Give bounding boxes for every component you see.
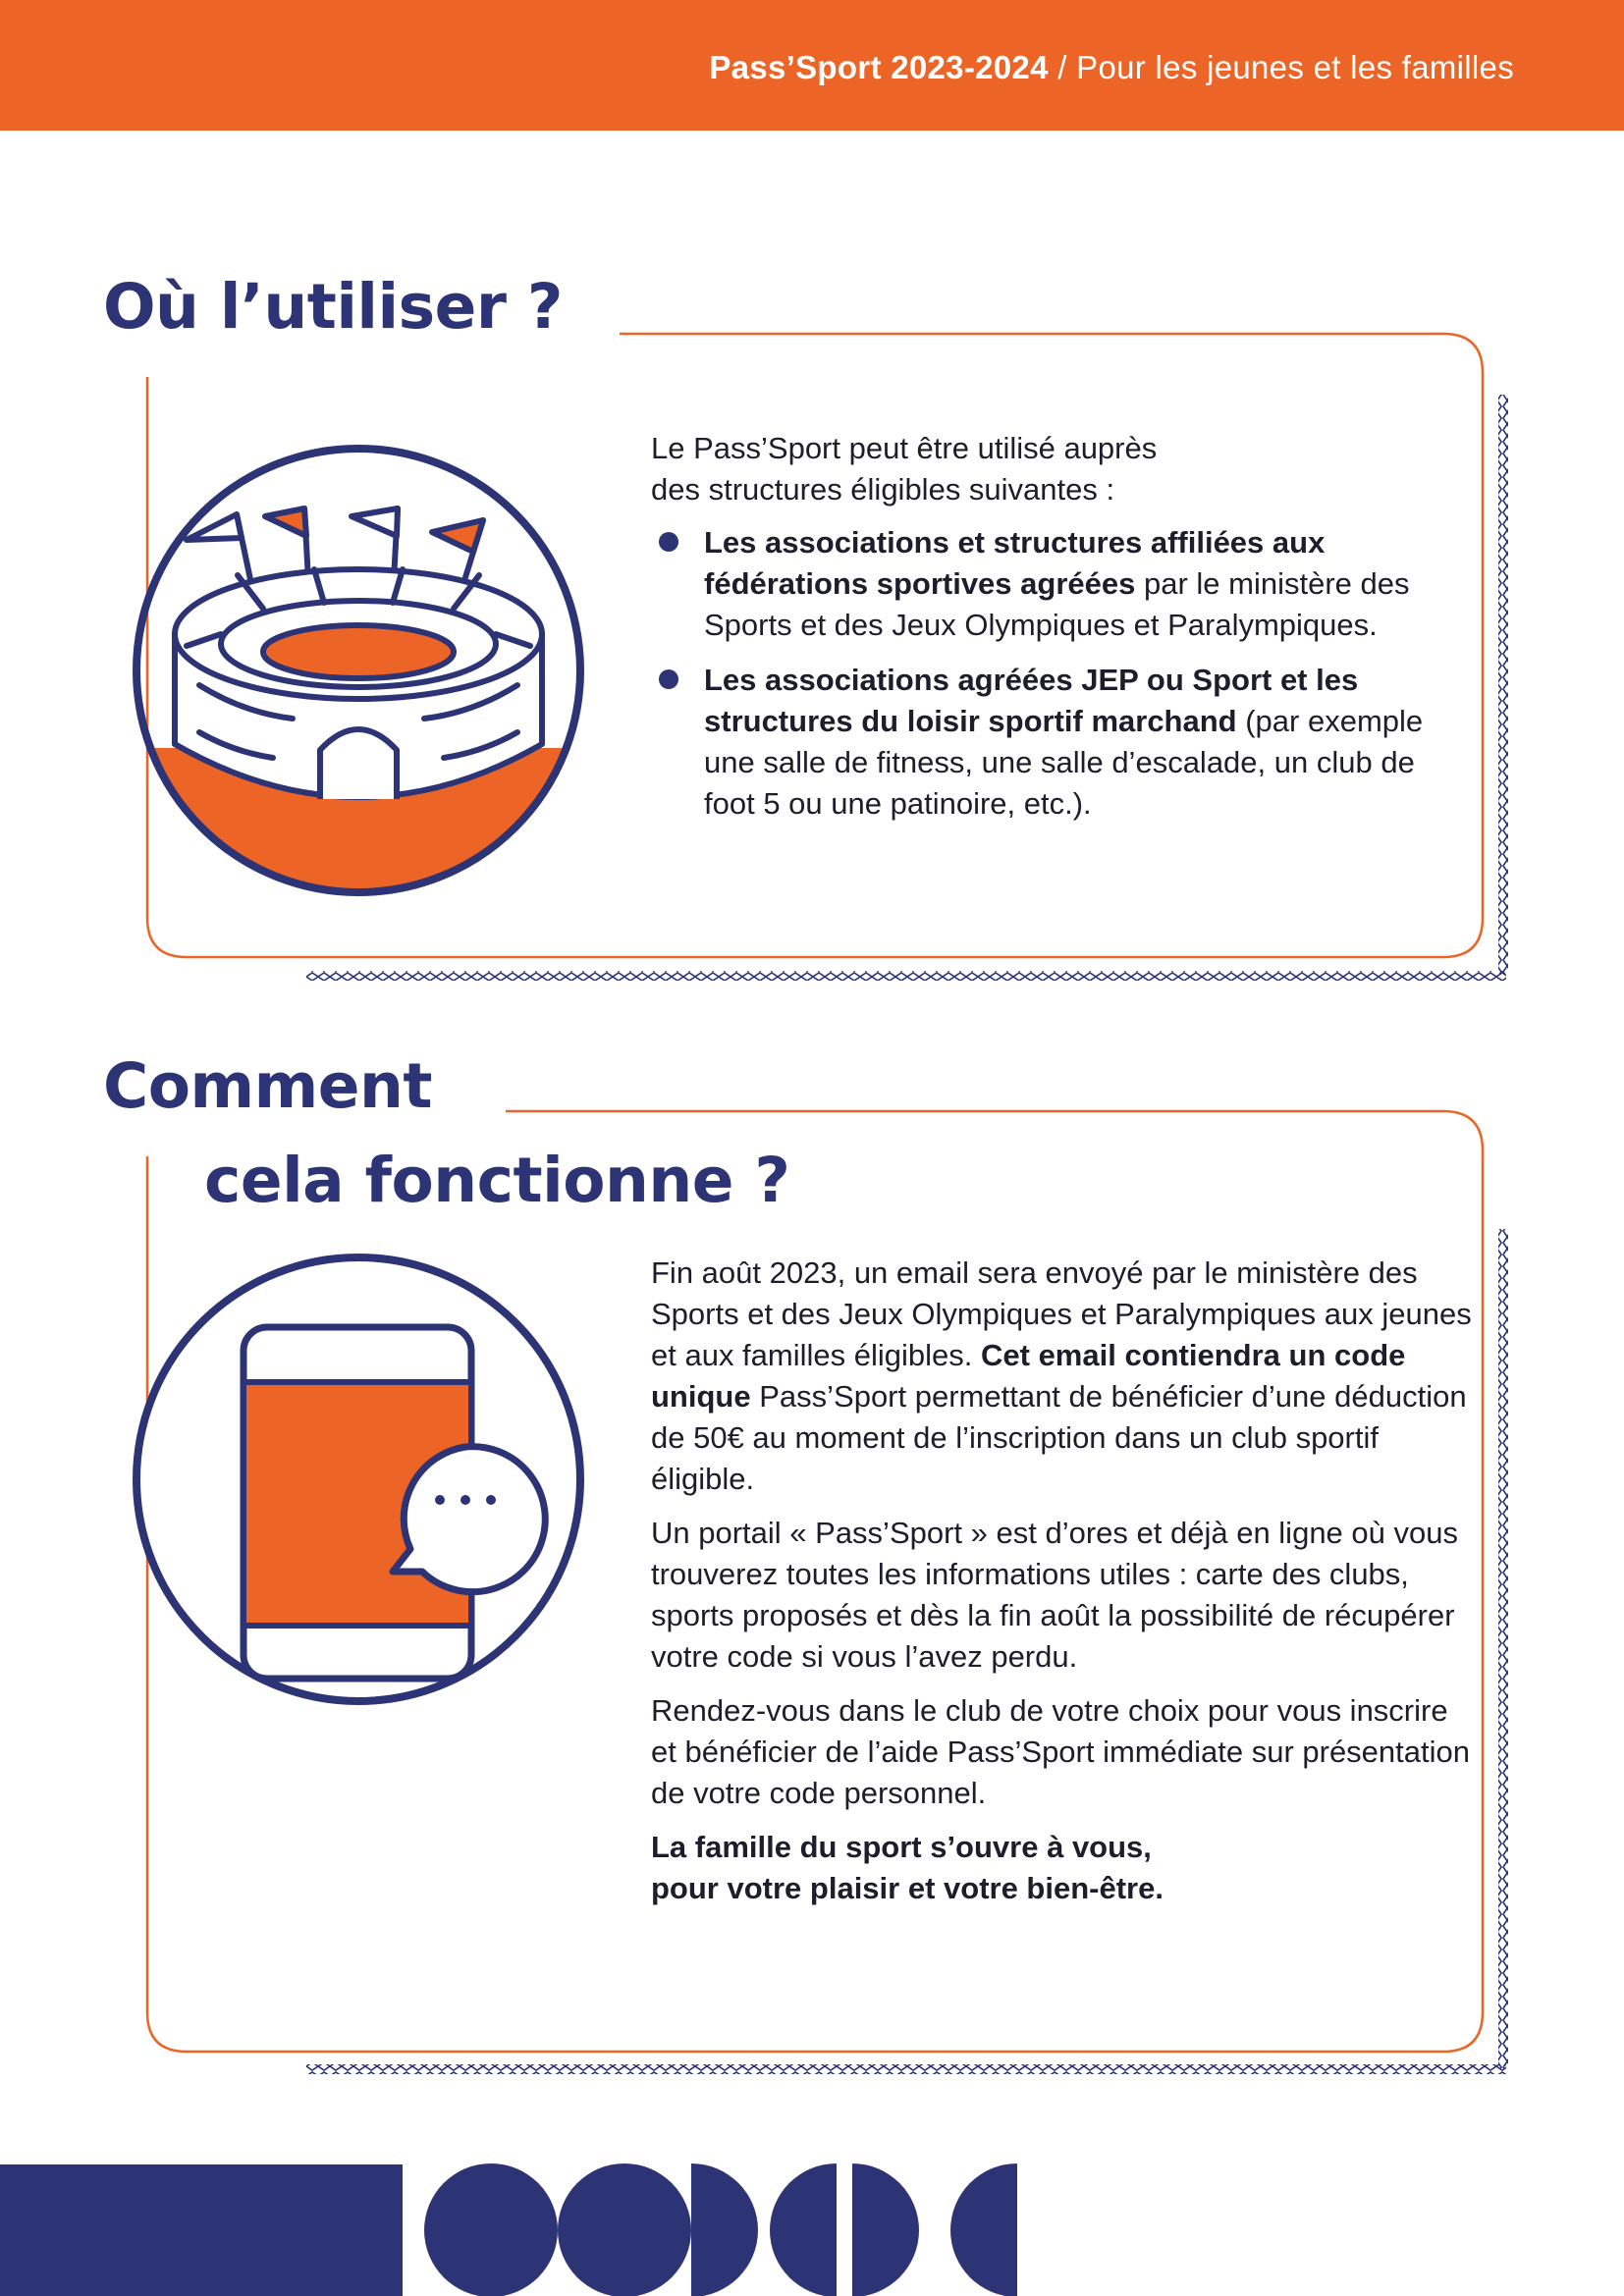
eligible-structures-list bbox=[651, 522, 1466, 825]
list-item bbox=[651, 660, 1466, 825]
para1-bold: Cet email contiendra un code unique bbox=[651, 1338, 1406, 1414]
section2-heading-line2: cela fonctionne ? bbox=[204, 1145, 790, 1216]
header-title-bold: Pass’Sport 2023-2024 bbox=[709, 49, 1049, 85]
footer-half-circle-4 bbox=[950, 2163, 1017, 2296]
header-bar bbox=[0, 0, 1624, 131]
section1-intro-line1: Le Pass’Sport peut être utilisé auprès bbox=[651, 431, 1158, 465]
para1-text-a: Fin août 2023, un email sera envoyé par le ministère des Sports et des Jeux Olympiques et Paralympiques aux jeunes et aux familles éligibles. bbox=[651, 1255, 1472, 1372]
footer-circle-2 bbox=[558, 2163, 691, 2296]
bullet-text: par le ministère des Sports et des Jeux Olympiques et Paralympiques. bbox=[704, 566, 1410, 642]
section2-body bbox=[651, 1253, 1481, 1922]
list-item bbox=[651, 522, 1466, 646]
para1-text-b: Pass’Sport permettant de bénéficier d’une déduction de 50€ au moment de l’inscription dans un club sportif éligible. bbox=[651, 1379, 1467, 1496]
section1-heading: Où l’utiliser ? bbox=[103, 271, 563, 343]
frame2-zigzag-right bbox=[1498, 1229, 1508, 2068]
section1-intro-line2: des structures éligibles suivantes : bbox=[651, 472, 1115, 507]
frame1-zigzag-right bbox=[1498, 395, 1508, 974]
bullet-bold-text: Les associations agréées JEP ou Sport et les structures du loisir sportif marchand bbox=[704, 663, 1359, 738]
section2-paragraph-1 bbox=[651, 1253, 1481, 1500]
frame1-zigzag-bottom bbox=[306, 971, 1506, 981]
bullet-bold-text: Les associations et structures affiliées aux fédérations sportives agréées bbox=[704, 525, 1326, 601]
header-title-rest: / Pour les jeunes et les familles bbox=[1048, 49, 1514, 85]
stadium-icon bbox=[106, 438, 611, 903]
frame2-zigzag-bottom bbox=[306, 2064, 1506, 2074]
footer-half-circle-2 bbox=[770, 2163, 837, 2296]
footer-half-circle-3 bbox=[852, 2163, 919, 2296]
bullet-icon bbox=[659, 669, 678, 689]
section2-paragraph-2: Un portail « Pass’Sport » est d’ores et déjà en ligne où vous trouverez toutes les informations utiles : carte des clubs, sports proposés et dès la fin août la possibilité de récupérer votre code si vous l’avez perdu. bbox=[651, 1516, 1458, 1674]
section2-heading-line1: Comment bbox=[103, 1050, 433, 1122]
header-title bbox=[709, 49, 1514, 86]
bullet-text: (par exemple une salle de fitness, une salle d’escalade, un club de foot 5 ou une patinoire, etc.). bbox=[704, 704, 1424, 821]
footer-half-circle-1 bbox=[691, 2163, 758, 2296]
closing-line1: La famille du sport s’ouvre à vous, bbox=[651, 1830, 1152, 1864]
footer-circle-1 bbox=[424, 2163, 558, 2296]
section1-body bbox=[651, 428, 1466, 838]
smartphone-chat-icon bbox=[106, 1247, 611, 1712]
closing-line2: pour votre plaisir et votre bien-être. bbox=[651, 1871, 1164, 1905]
section2-paragraph-3: Rendez-vous dans le club de votre choix pour vous inscrire et bénéficier de l’aide Pass’Sport immédiate sur présentation de votre code personnel. bbox=[651, 1693, 1471, 1810]
section2-closing bbox=[651, 1827, 1481, 1909]
footer-bar bbox=[0, 2164, 403, 2296]
bullet-icon bbox=[659, 532, 678, 552]
